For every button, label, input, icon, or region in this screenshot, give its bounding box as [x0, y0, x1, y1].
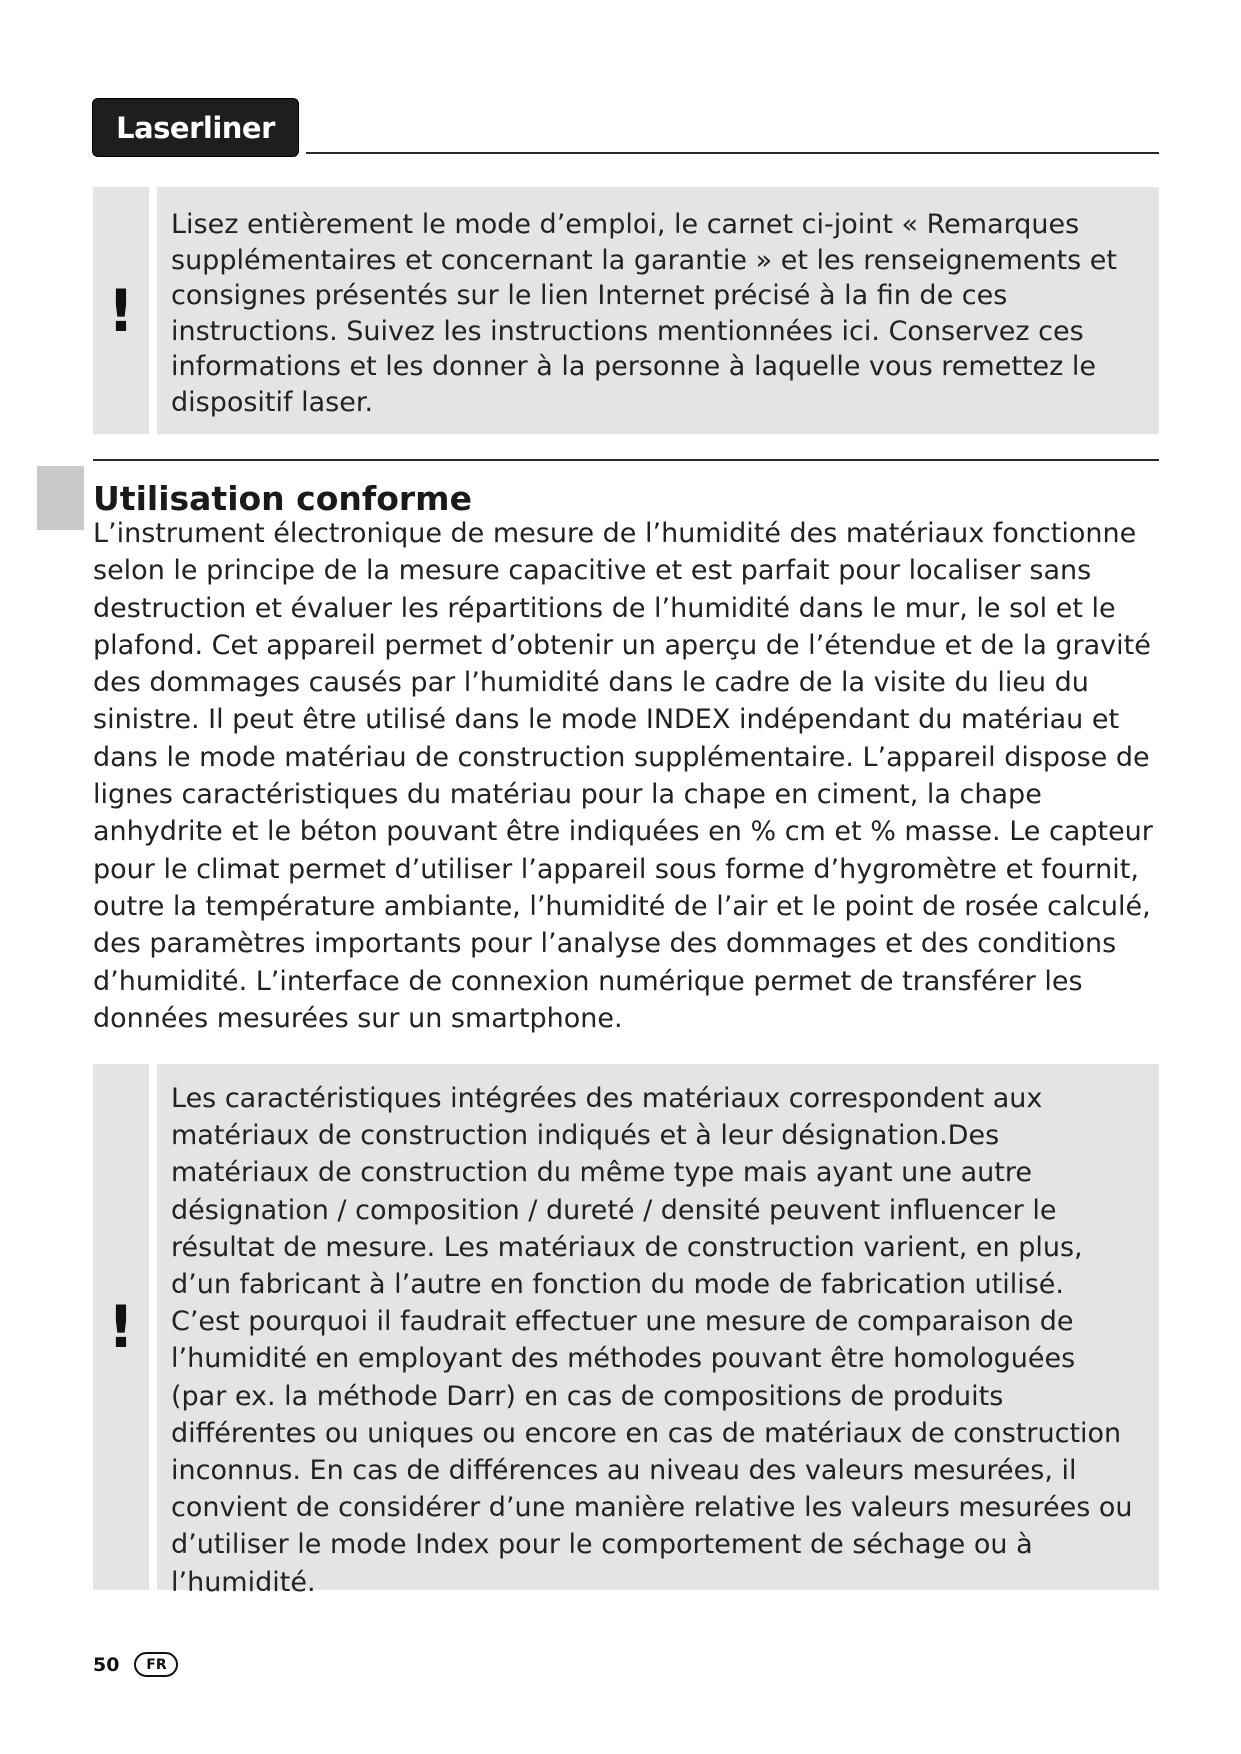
section-title: Utilisation conforme	[93, 479, 472, 518]
warning-mark-column	[93, 1064, 149, 1590]
language-badge: FR	[134, 1652, 178, 1677]
brand-logo-text: Laserliner	[116, 110, 275, 145]
page-footer	[93, 1652, 178, 1677]
notice-text-column	[157, 1064, 1159, 1598]
notice-box-materials	[93, 1064, 1159, 1598]
brand-logo	[93, 99, 298, 156]
page-number: 50	[93, 1653, 120, 1676]
notice-text-column	[157, 187, 1159, 434]
exclamation-icon: !	[107, 1293, 135, 1361]
notice-text: Lisez entièrement le mode d’emploi, le carnet ci-joint « Remarques supplémentaires et concernant la garantie » et les renseignements et consignes présentés sur le lien Internet précisé à la fin de ces instructions. Suivez les instructions mentionnées ici. Conservez ces informations et les donner à la personne à laquelle vous remettez le dispositif laser.	[171, 209, 1118, 418]
notice-text: Les caractéristiques intégrées des matériaux correspondent aux matériaux de construction indiqués et à leur désignation.Des matériaux de construction du même type mais ayant une autre désignation / composition / dureté / densité peuvent influencer le résultat de mesure. Les matériaux de construction varient, en plus, d’un fabricant à l’autre en fonction du mode de fabrication utilisé. C’est pourquoi il faudrait effectuer une mesure de comparaison de l’humidité en employant des méthodes pouvant être homologuées (par ex. la méthode Darr) en cas de compositions de produits différentes ou uniques ou encore en cas de matériaux de construction inconnus. En cas de différences au niveau des valeurs mesurées, il convient de considérer d’une manière relative les valeurs mesurées ou d’utiliser le mode Index pour le comportement de séchage ou à l’humidité.	[171, 1083, 1133, 1598]
notice-box-instructions	[93, 187, 1159, 434]
header-rule	[306, 152, 1159, 154]
exclamation-icon: !	[107, 276, 135, 345]
section-side-tab	[37, 466, 84, 530]
section-body: L’instrument électronique de mesure de l’humidité des matériaux fonctionne selon le principe de la mesure capacitive et est parfait pour localiser sans destruction et évaluer les répartitions de l’humidité dans le mur, le sol et le plafond. Cet appareil permet d’obtenir un aperçu de l’étendue et de la gravité des dommages causés par l’humidité dans le cadre de la visite du lieu du sinistre. Il peut être utilisé dans le mode INDEX indépendant du matériau et dans le mode matériau de construction supplémentaire. L’appareil dispose de lignes caractéristiques du matériau pour la chape en ciment, la chape anhydrite et le béton pouvant être indiquées en % cm et % masse. Le capteur pour le climat permet d’utiliser l’appareil sous forme d’hygromètre et fournit, outre la température ambiante, l’humidité de l’air et le point de rosée calculé, des paramètres importants pour l’analyse des dommages et des conditions d’humidité. L’interface de connexion numérique permet de transférer les données mesurées sur un smartphone.	[93, 518, 1153, 1034]
warning-mark-column	[93, 187, 149, 434]
section-rule	[93, 459, 1159, 461]
